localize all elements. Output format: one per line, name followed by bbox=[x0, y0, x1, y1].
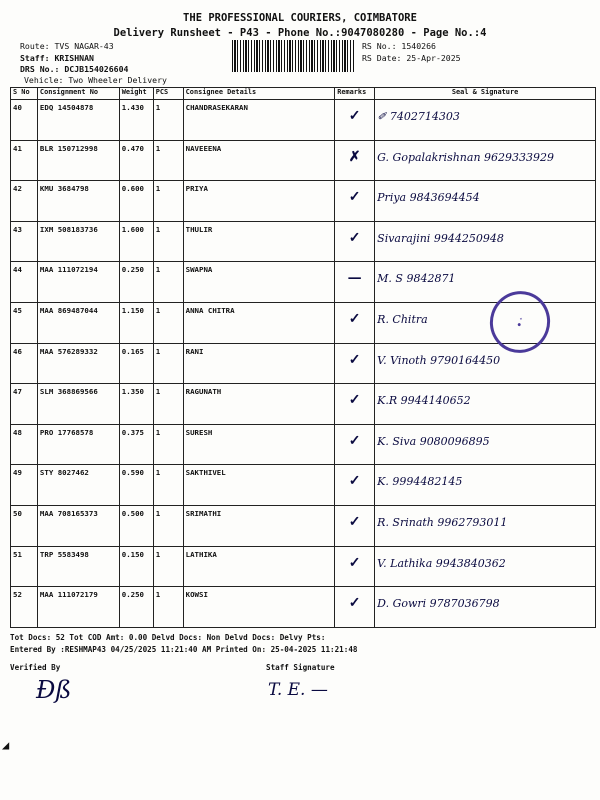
table-row bbox=[11, 140, 596, 181]
row-weight: 1.600 bbox=[119, 221, 153, 262]
row-consignment-no: KMU 3684798 bbox=[37, 181, 119, 222]
row-signature: K. 9994482145 bbox=[375, 465, 596, 506]
verified-signature: Ðß bbox=[36, 676, 72, 704]
row-sno: 48 bbox=[11, 424, 38, 465]
staff-signature-label: Staff Signature bbox=[266, 663, 335, 672]
table-header-row bbox=[11, 88, 596, 100]
row-remark: ✗ bbox=[335, 140, 375, 181]
row-consignee: SAKTHIVEL bbox=[183, 465, 335, 506]
row-consignee: NAVEEENA bbox=[183, 140, 335, 181]
row-consignee: SWAPNA bbox=[183, 262, 335, 303]
row-sno: 45 bbox=[11, 302, 38, 343]
row-sno: 41 bbox=[11, 140, 38, 181]
rs-number: RS No.: 1540266 bbox=[362, 41, 436, 51]
row-pcs: 1 bbox=[153, 546, 183, 587]
row-signature: V. Vinoth 9790164450 bbox=[375, 343, 596, 384]
row-weight: 0.590 bbox=[119, 465, 153, 506]
row-pcs: 1 bbox=[153, 140, 183, 181]
table-row bbox=[11, 424, 596, 465]
row-remark: ✓ bbox=[335, 424, 375, 465]
row-consignee: RANI bbox=[183, 343, 335, 384]
row-weight: 1.430 bbox=[119, 100, 153, 141]
runsheet-subtitle: Delivery Runsheet - P43 - Phone No.:9047080280 - Page No.:4 bbox=[113, 27, 487, 39]
col-weight: Weight bbox=[119, 88, 153, 100]
row-weight: 0.375 bbox=[119, 424, 153, 465]
row-remark: ✓ bbox=[335, 181, 375, 222]
entered-by-line: Entered By :RESHMAP43 04/25/2025 11:21:40 AM Printed On: 25-04-2025 11:21:48 bbox=[10, 645, 358, 654]
verified-by-label: Verified By bbox=[10, 663, 61, 672]
row-weight: 0.250 bbox=[119, 587, 153, 628]
row-consignee: LATHIKA bbox=[183, 546, 335, 587]
staff-signature: T. E. — bbox=[268, 680, 328, 700]
row-signature: G. Gopalakrishnan 9629333929 bbox=[375, 140, 596, 181]
row-remark: ✓ bbox=[335, 546, 375, 587]
table-row bbox=[11, 100, 596, 141]
row-remark: ✓ bbox=[335, 343, 375, 384]
row-weight: 0.470 bbox=[119, 140, 153, 181]
row-consignment-no: STY 8027462 bbox=[37, 465, 119, 506]
row-consignee: SRIMATHI bbox=[183, 505, 335, 546]
row-pcs: 1 bbox=[153, 343, 183, 384]
row-weight: 0.250 bbox=[119, 262, 153, 303]
row-remark: ✓ bbox=[335, 221, 375, 262]
col-seal-signature: Seal & Signature bbox=[375, 88, 596, 100]
row-pcs: 1 bbox=[153, 302, 183, 343]
vehicle-label: Vehicle: Two Wheeler Delivery bbox=[24, 75, 167, 85]
row-signature: Sivarajini 9944250948 bbox=[375, 221, 596, 262]
row-remark: ✓ bbox=[335, 505, 375, 546]
row-remark: ✓ bbox=[335, 587, 375, 628]
row-remark: ✓ bbox=[335, 100, 375, 141]
row-sno: 47 bbox=[11, 384, 38, 425]
row-pcs: 1 bbox=[153, 465, 183, 506]
col-consignee: Consignee Details bbox=[183, 88, 335, 100]
table-row bbox=[11, 505, 596, 546]
row-sno: 50 bbox=[11, 505, 38, 546]
row-consignment-no: MAA 576289332 bbox=[37, 343, 119, 384]
row-consignment-no: SLM 368869566 bbox=[37, 384, 119, 425]
row-signature: Priya 9843694454 bbox=[375, 181, 596, 222]
runsheet-table bbox=[10, 87, 596, 628]
row-consignment-no: EDQ 14504878 bbox=[37, 100, 119, 141]
staff-label: Staff: KRISHNAN bbox=[20, 53, 94, 63]
row-consignment-no: TRP 5583498 bbox=[37, 546, 119, 587]
row-consignment-no: PRO 17768578 bbox=[37, 424, 119, 465]
row-sno: 52 bbox=[11, 587, 38, 628]
row-remark: ✓ bbox=[335, 465, 375, 506]
row-consignment-no: BLR 150712998 bbox=[37, 140, 119, 181]
row-signature: V. Lathika 9943840362 bbox=[375, 546, 596, 587]
table-row bbox=[11, 465, 596, 506]
row-signature: M. S 9842871 bbox=[375, 262, 596, 303]
row-weight: 0.165 bbox=[119, 343, 153, 384]
row-signature: D. Gowri 9787036798 bbox=[375, 587, 596, 628]
row-signature: R. Srinath 9962793011 bbox=[375, 505, 596, 546]
row-consignee: SURESH bbox=[183, 424, 335, 465]
row-signature: K.R 9944140652 bbox=[375, 384, 596, 425]
row-remark: ✓ bbox=[335, 384, 375, 425]
rs-date: RS Date: 25-Apr-2025 bbox=[362, 53, 461, 63]
row-consignment-no: MAA 111072179 bbox=[37, 587, 119, 628]
row-consignment-no: MAA 708165373 bbox=[37, 505, 119, 546]
row-consignment-no: MAA 111072194 bbox=[37, 262, 119, 303]
row-pcs: 1 bbox=[153, 221, 183, 262]
col-sno: S No bbox=[11, 88, 38, 100]
row-sno: 49 bbox=[11, 465, 38, 506]
route-label: Route: TVS NAGAR-43 bbox=[20, 41, 114, 51]
row-pcs: 1 bbox=[153, 100, 183, 141]
row-pcs: 1 bbox=[153, 384, 183, 425]
row-weight: 0.500 bbox=[119, 505, 153, 546]
totals-line: Tot Docs: 52 Tot COD Amt: 0.00 Delvd Docs: Non Delvd Docs: Delvy Pts: bbox=[10, 633, 326, 642]
row-signature: K. Siva 9080096895 bbox=[375, 424, 596, 465]
drs-number: DRS No.: DCJB154026604 bbox=[20, 64, 129, 74]
row-consignee: THULIR bbox=[183, 221, 335, 262]
row-consignment-no: IXM 508183736 bbox=[37, 221, 119, 262]
row-pcs: 1 bbox=[153, 262, 183, 303]
row-signature: ✐ 7402714303 bbox=[375, 100, 596, 141]
row-sno: 51 bbox=[11, 546, 38, 587]
row-consignee: PRIYA bbox=[183, 181, 335, 222]
row-pcs: 1 bbox=[153, 181, 183, 222]
row-sno: 40 bbox=[11, 100, 38, 141]
table-row bbox=[11, 587, 596, 628]
row-weight: 1.350 bbox=[119, 384, 153, 425]
barcode bbox=[232, 40, 354, 72]
table-row bbox=[11, 181, 596, 222]
row-weight: 0.150 bbox=[119, 546, 153, 587]
row-pcs: 1 bbox=[153, 505, 183, 546]
row-consignee: RAGUNATH bbox=[183, 384, 335, 425]
row-consignment-no: MAA 869487044 bbox=[37, 302, 119, 343]
row-remark: ✓ bbox=[335, 302, 375, 343]
row-weight: 0.600 bbox=[119, 181, 153, 222]
company-title: THE PROFESSIONAL COURIERS, COIMBATORE bbox=[183, 12, 417, 24]
row-pcs: 1 bbox=[153, 587, 183, 628]
row-sno: 42 bbox=[11, 181, 38, 222]
col-consignment: Consignment No bbox=[37, 88, 119, 100]
table-row bbox=[11, 384, 596, 425]
row-signature: R. Chitra bbox=[375, 302, 596, 343]
row-remark: — bbox=[335, 262, 375, 303]
row-pcs: 1 bbox=[153, 424, 183, 465]
row-weight: 1.150 bbox=[119, 302, 153, 343]
table-row bbox=[11, 546, 596, 587]
row-sno: 43 bbox=[11, 221, 38, 262]
row-consignee: CHANDRASEKARAN bbox=[183, 100, 335, 141]
row-consignee: KOWSI bbox=[183, 587, 335, 628]
seal-stamp: ✦ ● bbox=[482, 283, 558, 361]
col-remarks: Remarks bbox=[335, 88, 375, 100]
row-sno: 44 bbox=[11, 262, 38, 303]
row-consignee: ANNA CHITRA bbox=[183, 302, 335, 343]
table-row bbox=[11, 221, 596, 262]
col-pcs: PCS bbox=[153, 88, 183, 100]
margin-mark: ◢ bbox=[2, 738, 10, 752]
row-sno: 46 bbox=[11, 343, 38, 384]
